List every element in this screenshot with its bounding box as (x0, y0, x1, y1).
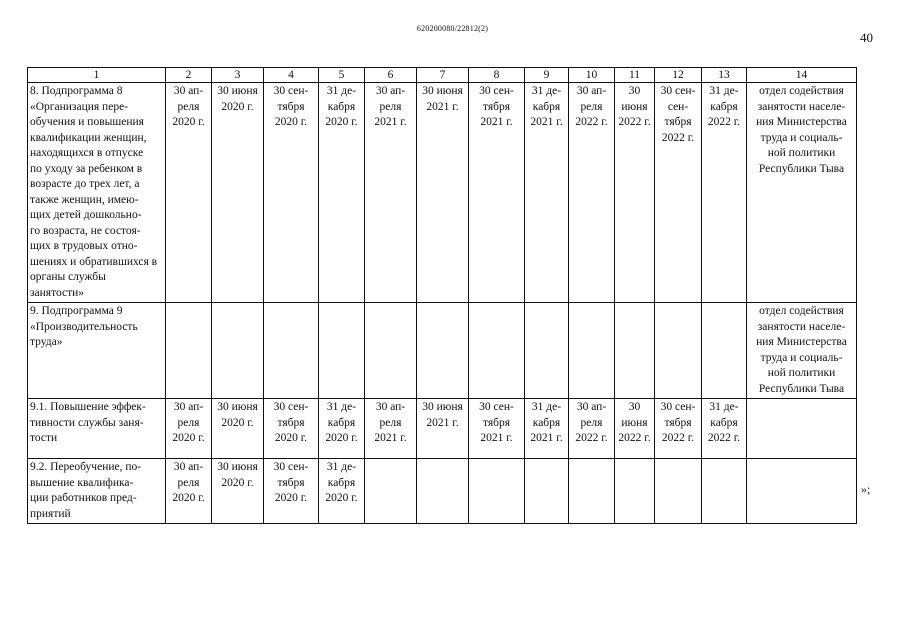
document-id: 620200080/22812(2) (416, 24, 489, 33)
deadline-cell (166, 303, 212, 399)
responsible-cell (747, 459, 857, 524)
deadline-cell: 31 де- кабря 2020 г. (319, 459, 365, 524)
column-header: 11 (615, 68, 655, 83)
activity-name: 9. Подпрограмма 9 «Производительность труда» (28, 303, 166, 399)
responsible-cell (747, 399, 857, 459)
schedule-table (27, 67, 857, 524)
deadline-cell: 30 ап- реля 2020 г. (166, 399, 212, 459)
deadline-cell: 30 июня 2022 г. (615, 399, 655, 459)
deadline-cell (469, 459, 525, 524)
page-number: 40 (860, 30, 873, 45)
deadline-cell: 30 июня 2020 г. (212, 83, 264, 303)
deadline-cell: 30 июня 2020 г. (212, 459, 264, 524)
column-header: 14 (747, 68, 857, 83)
column-header: 5 (319, 68, 365, 83)
activity-name: 9.2. Переобучение, по- вышение квалифика- ции работников пред- приятий (28, 459, 166, 524)
deadline-cell: 31 де- кабря 2022 г. (702, 83, 747, 303)
deadline-cell (655, 303, 702, 399)
deadline-cell: 30 сен- тября 2021 г. (469, 83, 525, 303)
deadline-cell (365, 459, 417, 524)
column-header: 12 (655, 68, 702, 83)
column-header: 2 (166, 68, 212, 83)
deadline-cell: 30 сен- тября 2020 г. (264, 399, 319, 459)
deadline-cell: 30 ап- реля 2021 г. (365, 83, 417, 303)
deadline-cell: 30 июня 2021 г. (417, 83, 469, 303)
deadline-cell (417, 303, 469, 399)
column-header: 6 (365, 68, 417, 83)
deadline-cell: 30 сен- тября 2020 г. (264, 83, 319, 303)
deadline-cell: 31 де- кабря 2020 г. (319, 399, 365, 459)
deadline-cell: 31 де- кабря 2020 г. (319, 83, 365, 303)
responsible-cell: отдел содействия занятости населе- ния Министерства труда и социаль- ной политики Республики Тыва (747, 83, 857, 303)
activity-name: 9.1. Повышение эффек- тивности службы заня- тости (28, 399, 166, 459)
deadline-cell: 30 ап- реля 2020 г. (166, 459, 212, 524)
deadline-cell (615, 459, 655, 524)
deadline-cell (702, 303, 747, 399)
deadline-cell (212, 303, 264, 399)
deadline-cell (469, 303, 525, 399)
deadline-cell: 31 де- кабря 2021 г. (525, 83, 569, 303)
deadline-cell (525, 303, 569, 399)
column-header: 4 (264, 68, 319, 83)
deadline-cell (264, 303, 319, 399)
deadline-cell: 30 июня 2021 г. (417, 399, 469, 459)
column-header: 3 (212, 68, 264, 83)
deadline-cell (702, 459, 747, 524)
responsible-cell: отдел содействия занятости населе- ния Министерства труда и социаль- ной политики Республики Тыва (747, 303, 857, 399)
deadline-cell (417, 459, 469, 524)
deadline-cell: 30 июня 2022 г. (615, 83, 655, 303)
deadline-cell (365, 303, 417, 399)
deadline-cell (655, 459, 702, 524)
deadline-cell: 30 ап- реля 2022 г. (569, 399, 615, 459)
table-row (28, 303, 857, 399)
column-header: 8 (469, 68, 525, 83)
deadline-cell: 30 сен- тября 2020 г. (264, 459, 319, 524)
column-header: 9 (525, 68, 569, 83)
deadline-cell (525, 459, 569, 524)
deadline-cell: 30 июня 2020 г. (212, 399, 264, 459)
deadline-cell: 30 сен- тября 2022 г. (655, 399, 702, 459)
closing-quote-mark: »; (861, 482, 871, 496)
deadline-cell (569, 459, 615, 524)
deadline-cell (569, 303, 615, 399)
deadline-cell: 30 ап- реля 2021 г. (365, 399, 417, 459)
deadline-cell (319, 303, 365, 399)
deadline-cell: 31 де- кабря 2021 г. (525, 399, 569, 459)
activity-name: 8. Подпрограмма 8 «Организация пере- обучения и повышения квалификации женщин, находящихся в отпуске по уходу за ребенком в возрасте до трех лет, а также женщин, имею- щих детей дошкольно- го возраста, не состоя- щих в трудовых отно- шениях и обратившихся в органы службы занятости» (28, 83, 166, 303)
header-row (28, 68, 857, 83)
column-header: 13 (702, 68, 747, 83)
table-row (28, 399, 857, 459)
deadline-cell: 31 де- кабря 2022 г. (702, 399, 747, 459)
column-header: 7 (417, 68, 469, 83)
deadline-cell: 30 ап- реля 2022 г. (569, 83, 615, 303)
deadline-cell: 30 сен- сен- тября 2022 г. (655, 83, 702, 303)
column-header: 1 (28, 68, 166, 83)
table-row (28, 459, 857, 524)
deadline-cell: 30 ап- реля 2020 г. (166, 83, 212, 303)
deadline-cell: 30 сен- тября 2021 г. (469, 399, 525, 459)
column-header: 10 (569, 68, 615, 83)
deadline-cell (615, 303, 655, 399)
table-row (28, 83, 857, 303)
